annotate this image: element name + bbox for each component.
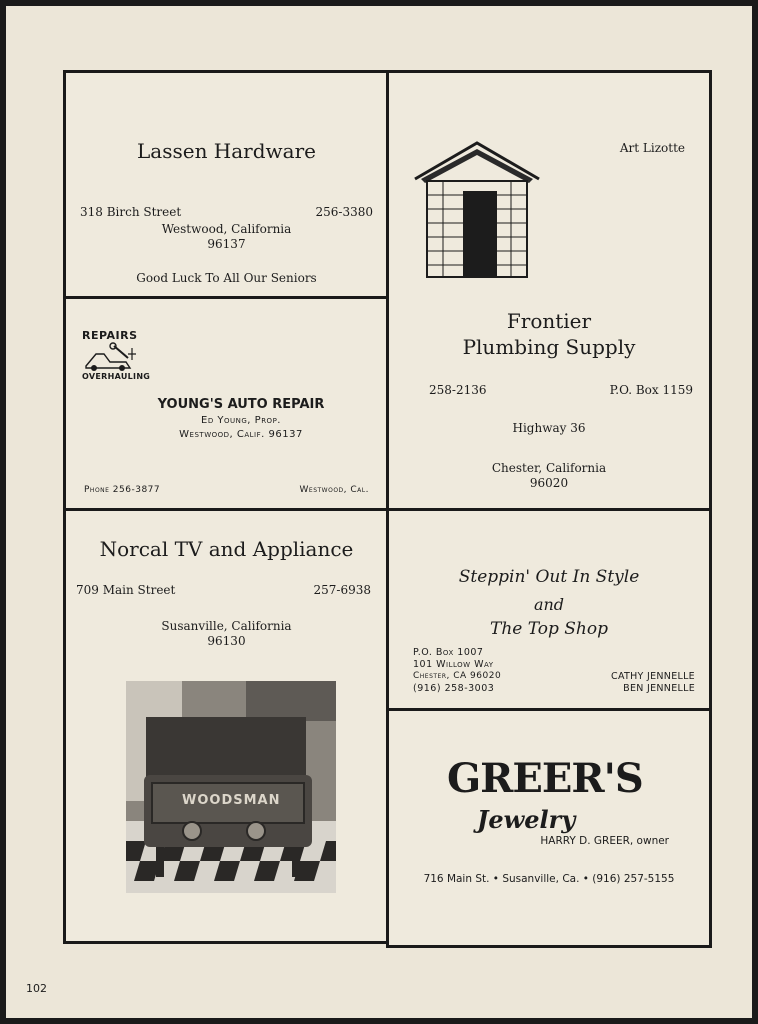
lassen-hardware-ad xyxy=(63,70,390,300)
norcal-address: 709 Main Street xyxy=(76,583,176,597)
outhouse-icon xyxy=(413,139,543,279)
repairs-logo-top: REPAIRS xyxy=(82,329,138,342)
norcal-name: Norcal TV and Appliance xyxy=(99,537,354,561)
youngs-owner: Ed Young, Prop. xyxy=(201,415,281,426)
steppin-line2: and xyxy=(533,595,565,614)
frontier-po-box: P.O. Box 1159 xyxy=(609,383,693,397)
lassen-phone: 256-3380 xyxy=(315,205,373,219)
youngs-auto-repair-ad xyxy=(63,296,390,512)
greers-name: GREER'S xyxy=(447,755,643,802)
stove-image xyxy=(126,681,336,893)
norcal-phone: 257-6938 xyxy=(313,583,371,597)
repairs-logo-bottom: OVERHAULING xyxy=(82,372,151,381)
frontier-plumbing-ad xyxy=(386,70,712,512)
youngs-name: YOUNG'S AUTO REPAIR xyxy=(157,397,325,412)
wrench-car-icon xyxy=(82,342,142,372)
lassen-zip: 96137 xyxy=(207,237,246,251)
lassen-slogan: Good Luck To All Our Seniors xyxy=(136,271,317,285)
lassen-city: Westwood, California xyxy=(161,222,292,236)
frontier-zip: 96020 xyxy=(529,476,569,490)
youngs-phone: Phone 256-3877 xyxy=(84,485,161,495)
steppin-owner1: CATHY JENNELLE xyxy=(611,671,695,682)
norcal-city: Susanville, California xyxy=(161,619,292,633)
steppin-out-ad xyxy=(386,508,712,712)
steppin-phone: (916) 258-3003 xyxy=(413,683,495,694)
steppin-line1: Steppin' Out In Style xyxy=(458,567,640,587)
lassen-address: 318 Birch Street xyxy=(80,205,182,219)
steppin-street: 101 Willow Way xyxy=(413,659,494,670)
lassen-name: Lassen Hardware xyxy=(137,139,316,163)
frontier-name-line1: Frontier xyxy=(506,309,592,333)
frontier-street: Highway 36 xyxy=(512,421,586,435)
greers-address: 716 Main St. • Susanville, Ca. • (916) 257-5155 xyxy=(423,873,675,885)
wood-stove-photo xyxy=(126,681,336,893)
norcal-zip: 96130 xyxy=(207,634,246,648)
youngs-city: Westwood, Cal. xyxy=(299,485,369,495)
norcal-tv-ad xyxy=(63,508,390,944)
steppin-city: Chester, CA 96020 xyxy=(413,671,502,681)
steppin-po-box: P.O. Box 1007 xyxy=(413,647,484,658)
yearbook-page xyxy=(6,6,752,1018)
repairs-logo xyxy=(82,329,151,391)
frontier-person: Art Lizotte xyxy=(619,141,685,155)
greers-subtitle: Jewelry xyxy=(477,805,576,834)
page-number: 102 xyxy=(26,982,47,995)
greers-jewelry-ad xyxy=(386,708,712,948)
steppin-line3: The Top Shop xyxy=(489,619,608,639)
frontier-phone: 258-2136 xyxy=(429,383,487,397)
frontier-city: Chester, California xyxy=(491,461,607,475)
steppin-owner2: BEN JENNELLE xyxy=(623,683,695,694)
youngs-address: Westwood, Calif. 96137 xyxy=(179,429,303,440)
frontier-name-line2: Plumbing Supply xyxy=(462,335,636,359)
stove-label: WOODSMAN xyxy=(182,793,281,808)
greers-owner: HARRY D. GREER, owner xyxy=(540,835,669,847)
